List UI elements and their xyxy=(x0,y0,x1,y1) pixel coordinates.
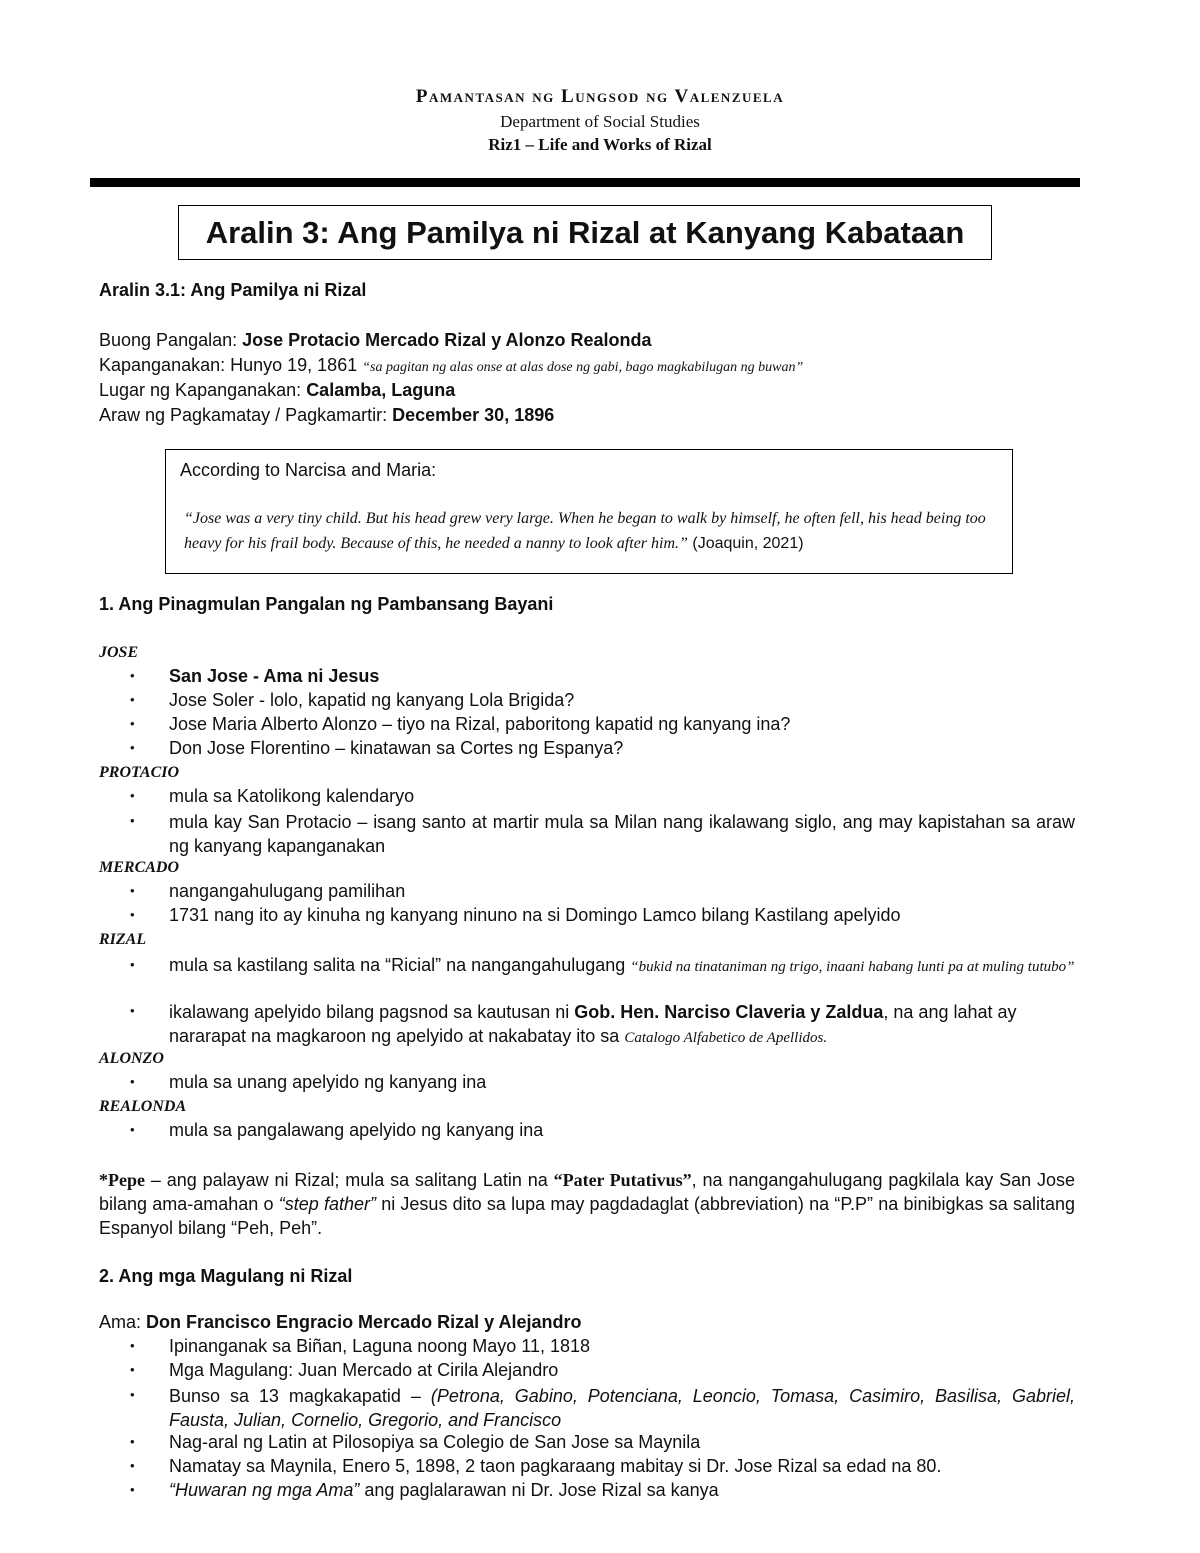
birthplace-line xyxy=(99,380,455,401)
header-rule xyxy=(90,178,1080,187)
section-3-1-heading: Aralin 3.1: Ang Pamilya ni Rizal xyxy=(99,280,367,300)
name-label-jose: JOSE xyxy=(99,644,139,661)
name-label-mercado: MERCADO xyxy=(99,859,180,876)
bullet-icon: • xyxy=(130,1122,135,1137)
bullet-icon: • xyxy=(130,692,135,707)
list-item: • Ipinanganak sa Biñan, Laguna noong Mayo 11, 1818 xyxy=(130,1336,591,1356)
pepe-paragraph: *Pepe – ang palayaw ni Rizal; mula sa salitang Latin na “Pater Putativus”, na nangangahulugang pagkilala kay San Jose bilang ama-amahan o “step father” ni Jesus dito sa lupa may pagdadaglat (abbreviation) na “P.P” na binibigkas sa salitang Espanyol bilang “Peh, Peh”. xyxy=(99,1170,1075,1238)
list-item: mula kay San Protacio – isang santo at martir mula sa Milan nang ikalawang siglo, ang may kapistahan sa araw ng kanyang kapanganakan xyxy=(169,812,1075,856)
father-label: Ama: xyxy=(99,1312,147,1332)
list-item: • nangangahulugang pamilihan xyxy=(130,881,406,901)
death-value: December 30, 1896 xyxy=(392,405,555,425)
quote-heading: According to Narcisa and Maria: xyxy=(180,460,437,480)
full-name-label: Buong Pangalan: xyxy=(99,330,243,350)
father-name: Don Francisco Engracio Mercado Rizal y Alejandro xyxy=(146,1312,582,1332)
list-item: mula sa kastilang salita na “Ricial” na nangangahulugang “bukid na tinataniman ng trigo, inaani habang lunti pa at muling tutubo” xyxy=(169,955,1075,975)
bullet-icon: • xyxy=(130,716,135,731)
full-name-line xyxy=(99,330,652,351)
quote-text-block xyxy=(184,506,1004,556)
death-line xyxy=(99,405,554,426)
quote-citation: (Joaquin, 2021) xyxy=(687,535,804,552)
list-item: • Nag-aral ng Latin at Pilosopiya sa Colegio de San Jose sa Maynila xyxy=(130,1432,701,1452)
name-label-rizal: RIZAL xyxy=(99,931,147,948)
bullet-icon: • xyxy=(130,1458,135,1473)
bullet-icon: • xyxy=(130,1338,135,1353)
list-item: Bunso sa 13 magkakapatid – (Petrona, Gabino, Potenciana, Leoncio, Tomasa, Casimiro, Basilisa, Gabriel, Fausta, Julian, Cornelio, Gregorio, and Francisco xyxy=(169,1386,1075,1430)
quote-text: “Jose was a very tiny child. But his head grew very large. When he began to walk by himself, he often fell, his head being too heavy for his frail body. Because of this, he needed a nanny to look after him.” xyxy=(184,510,986,552)
list-item: • Jose Maria Alberto Alonzo – tiyo na Rizal, paboritong kapatid ng kanyang ina? xyxy=(130,714,791,734)
bullet-icon: • xyxy=(130,1434,135,1449)
lesson-title-box xyxy=(178,205,992,260)
list-item: • Don Jose Florentino – kinatawan sa Cortes ng Espanya? xyxy=(130,738,624,758)
section-2-heading: 2. Ang mga Magulang ni Rizal xyxy=(99,1266,353,1286)
list-item: • mula sa unang apelyido ng kanyang ina xyxy=(130,1072,487,1092)
bullet-icon: • xyxy=(130,788,135,803)
course-title: Riz1 – Life and Works of Rizal xyxy=(488,135,712,154)
quote-box xyxy=(165,449,1013,574)
department-name: Department of Social Studies xyxy=(500,112,700,131)
list-item: • mula sa Katolikong kalendaryo xyxy=(130,786,415,806)
list-item: ikalawang apelyido bilang pagsnod sa kautusan ni Gob. Hen. Narciso Claveria y Zaldua, na ang lahat ay nararapat na magkaroon ng apelyido at nakabatay ito sa Catalogo Alfabetico de Apellidos. xyxy=(169,1002,1017,1046)
birth-label: Kapanganakan: Hunyo 19, 1861 xyxy=(99,355,363,375)
bullet-icon: • xyxy=(130,907,135,922)
birthplace-label: Lugar ng Kapanganakan: xyxy=(99,380,307,400)
list-item: • “Huwaran ng mga Ama” ang paglalarawan ni Dr. Jose Rizal sa kanya xyxy=(130,1480,719,1500)
name-label-alonzo: ALONZO xyxy=(99,1050,164,1067)
bullet-icon: • xyxy=(130,740,135,755)
bullet-icon: • xyxy=(130,1482,135,1497)
name-label-protacio: PROTACIO xyxy=(99,764,180,781)
bullet-icon: • xyxy=(130,1003,135,1018)
death-label: Araw ng Pagkamatay / Pagkamartir: xyxy=(99,405,393,425)
father-line xyxy=(99,1312,581,1333)
list-item: • Namatay sa Maynila, Enero 5, 1898, 2 taon pagkaraang mabitay si Dr. Jose Rizal sa edad na 80. xyxy=(130,1456,942,1476)
bullet-icon: • xyxy=(130,883,135,898)
full-name-value: Jose Protacio Mercado Rizal y Alonzo Realonda xyxy=(242,330,652,350)
bullet-icon: • xyxy=(130,1074,135,1089)
list-item: • mula sa pangalawang apelyido ng kanyang ina xyxy=(130,1120,544,1140)
bullet-icon: • xyxy=(130,813,135,828)
bullet-icon: • xyxy=(130,668,135,683)
name-label-realonda: REALONDA xyxy=(99,1098,187,1115)
birth-note: “sa pagitan ng alas onse at alas dose ng gabi, bago magkabilugan ng buwan” xyxy=(362,360,804,375)
bullet-icon: • xyxy=(130,1387,135,1402)
list-item: • Jose Soler - lolo, kapatid ng kanyang Lola Brigida? xyxy=(130,690,575,710)
birth-line xyxy=(99,355,803,376)
section-1-heading: 1. Ang Pinagmulan Pangalan ng Pambansang Bayani xyxy=(99,594,554,614)
bullet-icon: • xyxy=(130,1362,135,1377)
bullet-icon: • xyxy=(130,957,135,972)
list-item: • 1731 nang ito ay kinuha ng kanyang ninuno na si Domingo Lamco bilang Kastilang apelyido xyxy=(130,905,901,925)
birthplace-value: Calamba, Laguna xyxy=(306,380,456,400)
university-name: Pamantasan ng Lungsod ng Valenzuela xyxy=(415,86,785,107)
lesson-title: Aralin 3: Ang Pamilya ni Rizal at Kanyang Kabataan xyxy=(205,214,965,250)
list-item: • San Jose - Ama ni Jesus xyxy=(130,666,380,686)
list-item: • Mga Magulang: Juan Mercado at Cirila Alejandro xyxy=(130,1360,559,1380)
